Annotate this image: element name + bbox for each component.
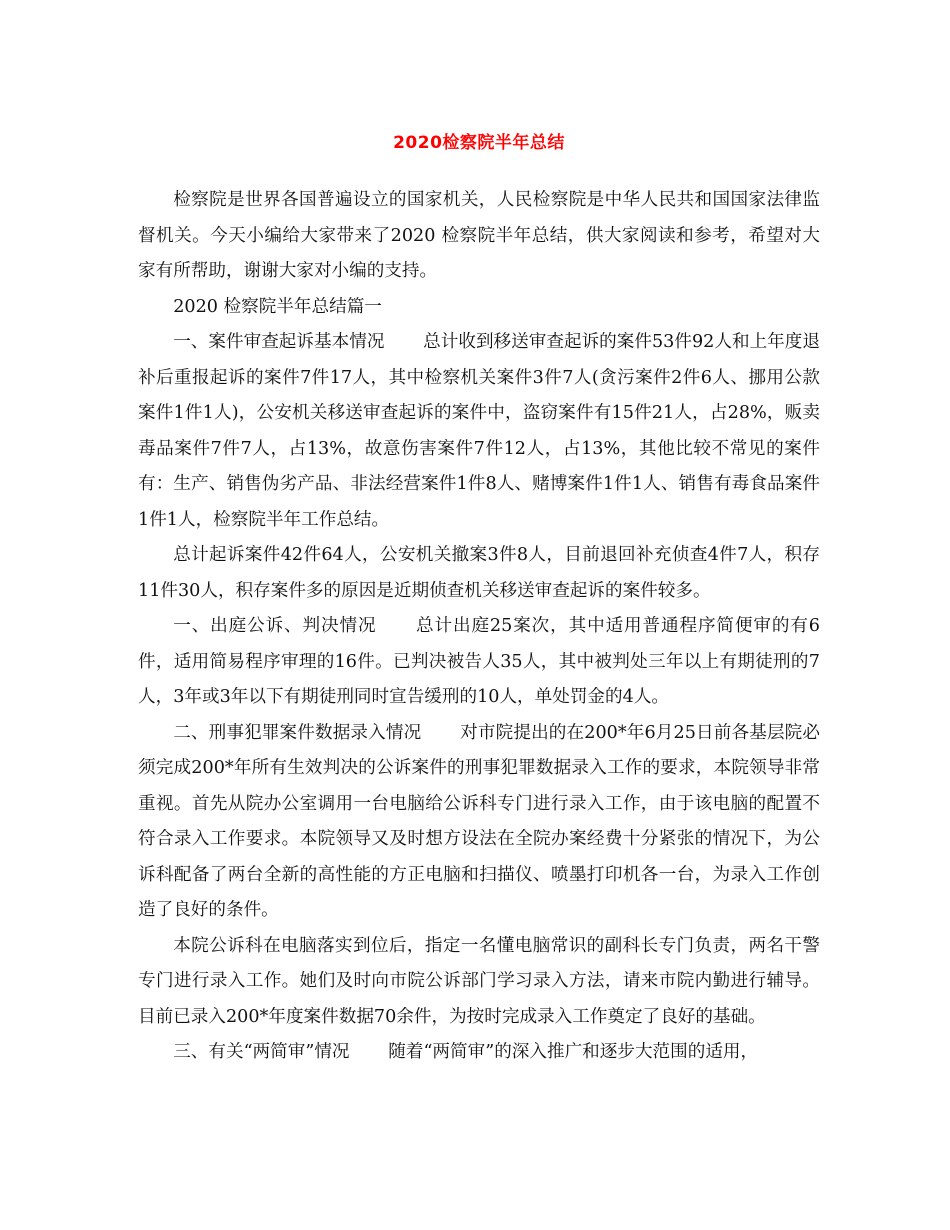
paragraph-text: 检察院是世界各国普遍设立的国家机关，人民检察院是中华人民共和国国家法律监督机关。今天小编给大家带来了2020 检察院半年总结，供大家阅读和参考，希望对大家有所帮助，谢谢大家对小编的支持。 bbox=[138, 190, 820, 281]
paragraph-text: 对市院提出的在200*年6月25日前各基层院必须完成200*年所有生效判决的公诉案件的刑事犯罪数据录入工作的要求，本院领导非常重视。首先从院办公室调用一台电脑给公诉科专门进行录入工作，由于该电脑的配置不符合录入工作要求。本院领导又及时想方设法在全院办案经费十分紧张的情况下，为公诉科配备了两台全新的高性能的方正电脑和扫描仪、喷墨打印机各一台，为录入工作创造了良好的条件。 bbox=[138, 722, 820, 920]
document-body bbox=[138, 183, 820, 1071]
paragraph-text: 随着“两简审”的深入推广和逐步大范围的适用， bbox=[388, 1042, 759, 1062]
paragraph-data-entry-progress bbox=[138, 929, 820, 1036]
paragraph-heading: 三、有关“两简审”情况 bbox=[173, 1042, 350, 1062]
paragraph-text: 本院公诉科在电脑落实到位后，指定一名懂电脑常识的副科长专门负责，两名干警专门进行录入工作。她们及时向市院公诉部门学习录入方法，请来市院内勤进行辅导。目前已录入200*年度案件数据70余件，为按时完成录入工作奠定了良好的基础。 bbox=[138, 935, 820, 1027]
paragraph-intro bbox=[138, 183, 820, 290]
paragraph-text: 2020 检察院半年总结篇一 bbox=[173, 296, 382, 317]
paragraph-text: 总计出庭25案次，其中适用普通程序简便审的有6件，适用简易程序审理的16件。已判决被告人35人，其中被判处三年以上有期徒刑的7人，3年或3年以下有期徒刑同时宣告缓刑的10人，单处罚金的4人。 bbox=[138, 616, 820, 707]
paragraph-text: 总计收到移送审查起诉的案件53件92人和上年度退补后重报起诉的案件7件17人，其中检察机关案件3件7人(贪污案件2件6人、挪用公款案件1件1人)，公安机关移送审查起诉的案件中，盗窃案件有15件21人，占28%，贩卖毒品案件7件7人，占13%，故意伤害案件7件12人，占13%，其他比较不常见的案件有：生产、销售伪劣产品、非法经营案件1件8人、赌博案件1件1人、销售有毒食品案件1件1人，检察院半年工作总结。 bbox=[138, 332, 820, 530]
paragraph-text: 总计起诉案件42件64人，公安机关撤案3件8人，目前退回补充侦查4件7人，积存11件30人，积存案件多的原因是近期侦查机关移送审查起诉的案件较多。 bbox=[138, 545, 820, 601]
paragraph-case-review bbox=[138, 325, 820, 538]
document-title: 2020检察院半年总结 bbox=[393, 133, 565, 153]
paragraph-heading: 一、出庭公诉、判决情况 bbox=[173, 616, 377, 636]
paragraph-section-title bbox=[138, 290, 820, 326]
paragraph-heading: 二、刑事犯罪案件数据录入情况 bbox=[173, 722, 422, 743]
paragraph-heading: 一、案件审查起诉基本情况 bbox=[173, 332, 385, 352]
paragraph-court-appearance bbox=[138, 609, 820, 716]
paragraph-two-simplified-trials bbox=[138, 1035, 820, 1071]
paragraph-prosecution-total bbox=[138, 538, 820, 609]
paragraph-data-entry bbox=[138, 716, 820, 929]
